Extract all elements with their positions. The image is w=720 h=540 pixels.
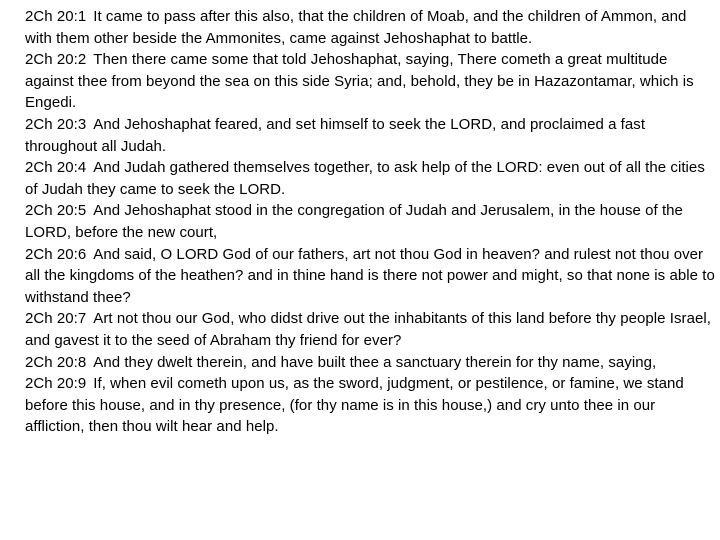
verse-2ch-20-1: [25, 6, 717, 49]
verse-reference: 2Ch 20:3: [25, 115, 87, 133]
verse-text: And they dwelt therein, and have built thee a sanctuary therein for thy name, saying,: [93, 353, 657, 371]
verse-text: And said, O LORD God of our fathers, art not thou God in heaven? and rulest not thou over all the kingdoms of the heathen? and in thine hand is there not power and might, so that none is able to withstand thee?: [25, 245, 715, 306]
verse-2ch-20-9: [25, 373, 717, 438]
verse-2ch-20-3: [25, 114, 717, 157]
verse-reference: 2Ch 20:8: [25, 353, 87, 371]
verse-reference: 2Ch 20:7: [25, 310, 87, 328]
verse-text: And Jehoshaphat feared, and set himself to seek the LORD, and proclaimed a fast throughout all Judah.: [25, 115, 646, 155]
verse-text: It came to pass after this also, that the children of Moab, and the children of Ammon, and with them other beside the Ammonites, came against Jehoshaphat to battle.: [25, 8, 687, 47]
verse-reference: 2Ch 20:2: [25, 51, 87, 69]
verse-reference: 2Ch 20:9: [25, 375, 87, 393]
verse-2ch-20-6: [25, 244, 717, 309]
verse-reference: 2Ch 20:5: [25, 202, 87, 220]
verse-text: And Jehoshaphat stood in the congregation of Judah and Jerusalem, in the house of the LORD, before the new court,: [25, 202, 683, 241]
verse-2ch-20-8: [25, 352, 717, 374]
verse-2ch-20-4: [25, 157, 717, 200]
scripture-text: [25, 6, 717, 438]
verse-reference: 2Ch 20:4: [25, 159, 87, 177]
verse-reference: 2Ch 20:1: [25, 8, 87, 25]
verse-reference: 2Ch 20:6: [25, 245, 87, 263]
verse-2ch-20-5: [25, 200, 717, 243]
verse-2ch-20-2: [25, 49, 717, 114]
verse-text: Then there came some that told Jehoshaphat, saying, There cometh a great multitude against thee from beyond the sea on this side Syria; and, behold, they be in Hazazontamar, which is Engedi.: [25, 51, 694, 112]
verse-text: If, when evil cometh upon us, as the sword, judgment, or pestilence, or famine, we stand before this house, and in thy presence, (for thy name is in this house,) and cry unto thee in our affliction, then thou wilt hear and help.: [25, 375, 684, 436]
verse-text: Art not thou our God, who didst drive out the inhabitants of this land before thy people Israel, and gavest it to the seed of Abraham thy friend for ever?: [25, 310, 711, 349]
verse-2ch-20-7: [25, 308, 717, 351]
verse-text: And Judah gathered themselves together, to ask help of the LORD: even out of all the cities of Judah they came to seek the LORD.: [25, 159, 705, 198]
